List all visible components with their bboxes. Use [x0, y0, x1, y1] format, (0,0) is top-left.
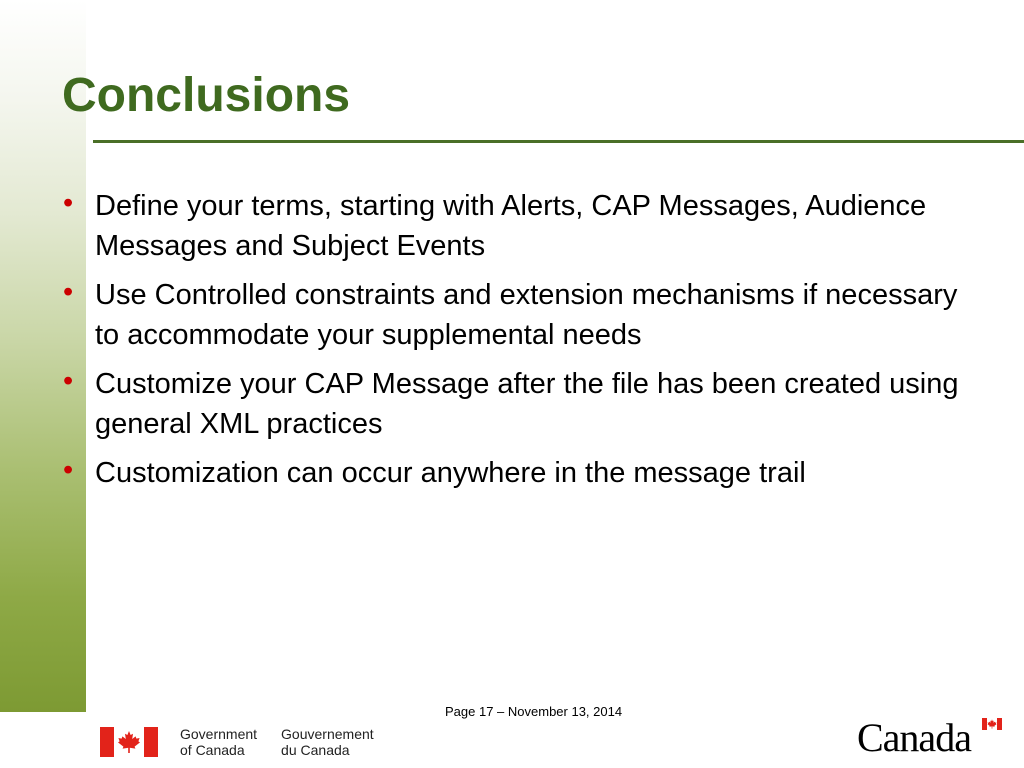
- bullet-marker: •: [63, 276, 74, 308]
- bullet-text: Use Controlled constraints and extension mechanisms if necessary to accommodate your supplemental needs: [95, 279, 958, 351]
- government-fr-line2: du Canada: [281, 742, 350, 758]
- canada-flag-icon: [100, 727, 158, 757]
- bullet-text: Define your terms, starting with Alerts, CAP Messages, Audience Messages and Subject Events: [95, 190, 927, 262]
- canada-wordmark: Canada: [857, 715, 971, 760]
- page-footer-label: Page 17 – November 13, 2014: [445, 704, 623, 719]
- slide-title: Conclusions: [62, 69, 351, 122]
- government-en-line1: Government: [180, 726, 258, 742]
- canada-wordmark-flag-icon: [982, 718, 1002, 730]
- bullet-marker: •: [63, 365, 74, 397]
- bullet-item: [62, 364, 962, 444]
- bullet-marker: •: [63, 187, 74, 219]
- government-signature: [100, 724, 374, 760]
- government-en-line2: of Canada: [180, 742, 245, 758]
- government-fr-line1: Gouvernement: [281, 726, 374, 742]
- bullet-marker: •: [63, 454, 74, 486]
- title-divider: [93, 140, 1024, 143]
- bullet-text: Customization can occur anywhere in the message trail: [95, 457, 806, 489]
- bullet-item: [62, 186, 962, 266]
- bullet-list: [62, 186, 962, 502]
- bullet-item: [62, 453, 962, 493]
- government-en: [180, 726, 257, 758]
- government-fr: [281, 726, 374, 758]
- bullet-text: Customize your CAP Message after the file has been created using general XML practices: [95, 368, 959, 440]
- bullet-item: [62, 275, 962, 355]
